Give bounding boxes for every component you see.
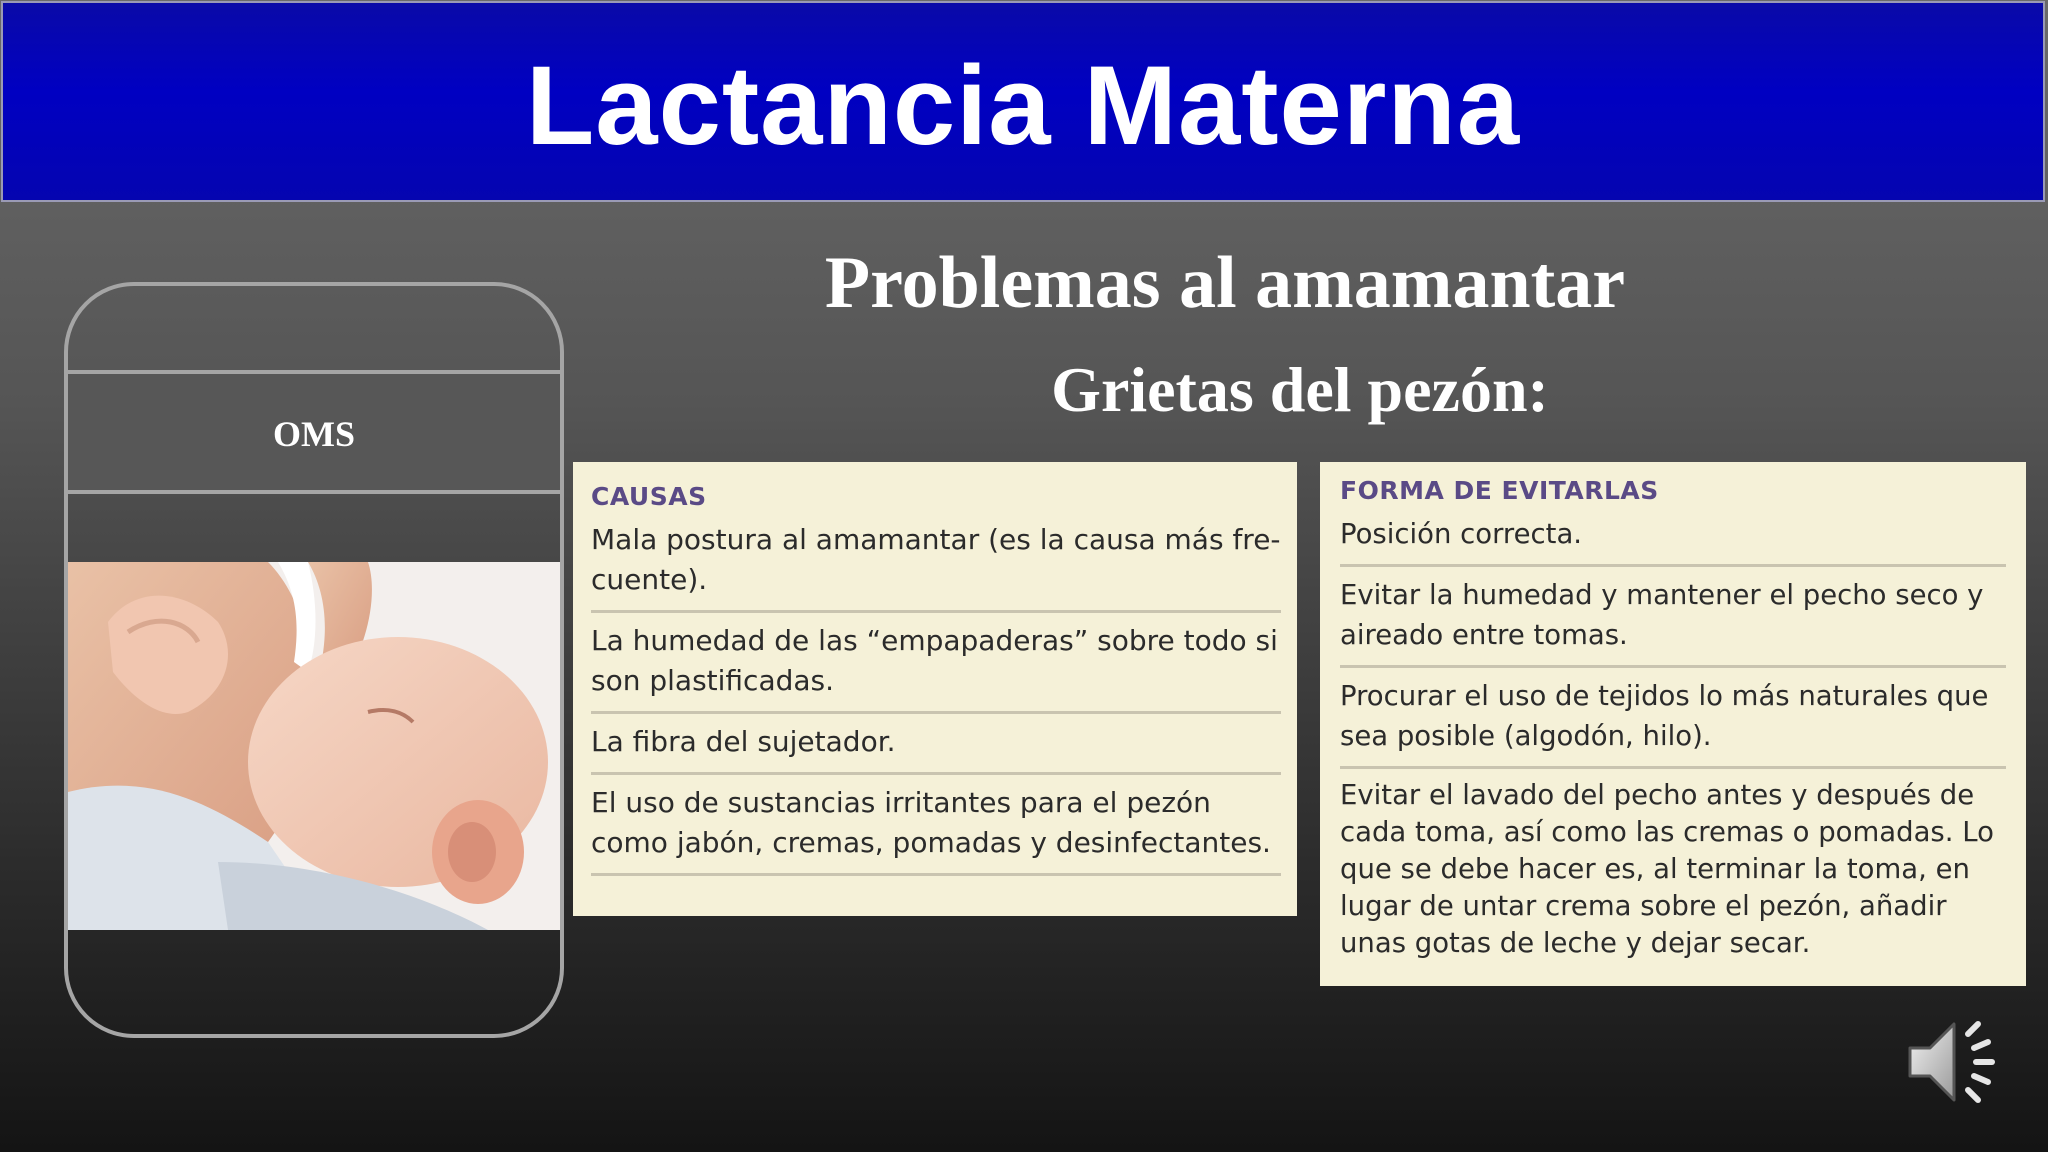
evitar-row: Procurar el uso de tejidos lo más naturales que sea posible (algodón, hilo). (1340, 668, 2006, 769)
slide-title: Lactancia Materna (525, 43, 1521, 168)
evitar-table (1320, 462, 2026, 986)
breastfeeding-photo (68, 562, 560, 930)
slide-subtitle: Problemas al amamantar (824, 242, 1626, 324)
frame-label-band (68, 370, 560, 494)
speaker-icon[interactable] (1902, 1012, 2012, 1112)
title-banner (1, 1, 2045, 202)
breastfeeding-photo-illustration (68, 562, 560, 930)
causas-header: CAUSAS (591, 482, 707, 511)
causas-row: Mala postura al amamantar (es la causa más fre-cuente). (591, 512, 1281, 613)
frame-label: OMS (272, 414, 355, 454)
causas-row: El uso de sustancias irritantes para el pezón como jabón, cremas, pomadas y desinfectantes. (591, 775, 1281, 876)
evitar-row: Evitar el lavado del pecho antes y después de cada toma, así como las cremas o pomadas. Lo que se debe hacer es, al terminar la toma, en lugar de untar crema sobre el pezón, añadir unas gotas de leche y dejar secar. (1340, 779, 1994, 959)
evitar-row: Posición correcta. (1340, 506, 2006, 567)
speaker-icon-graphic (1902, 1012, 2012, 1112)
causas-row: La humedad de las “empapaderas” sobre todo si son plastificadas. (591, 613, 1281, 714)
causas-row: La fibra del sujetador. (591, 714, 1281, 775)
slide-subheading: Grietas del pezón: (1051, 354, 1549, 425)
causas-table (573, 462, 1297, 916)
side-picture-frame (64, 282, 564, 1038)
evitar-header: FORMA DE EVITARLAS (1340, 476, 1659, 505)
evitar-row: Evitar la humedad y mantener el pecho seco y aireado entre tomas. (1340, 567, 2006, 668)
